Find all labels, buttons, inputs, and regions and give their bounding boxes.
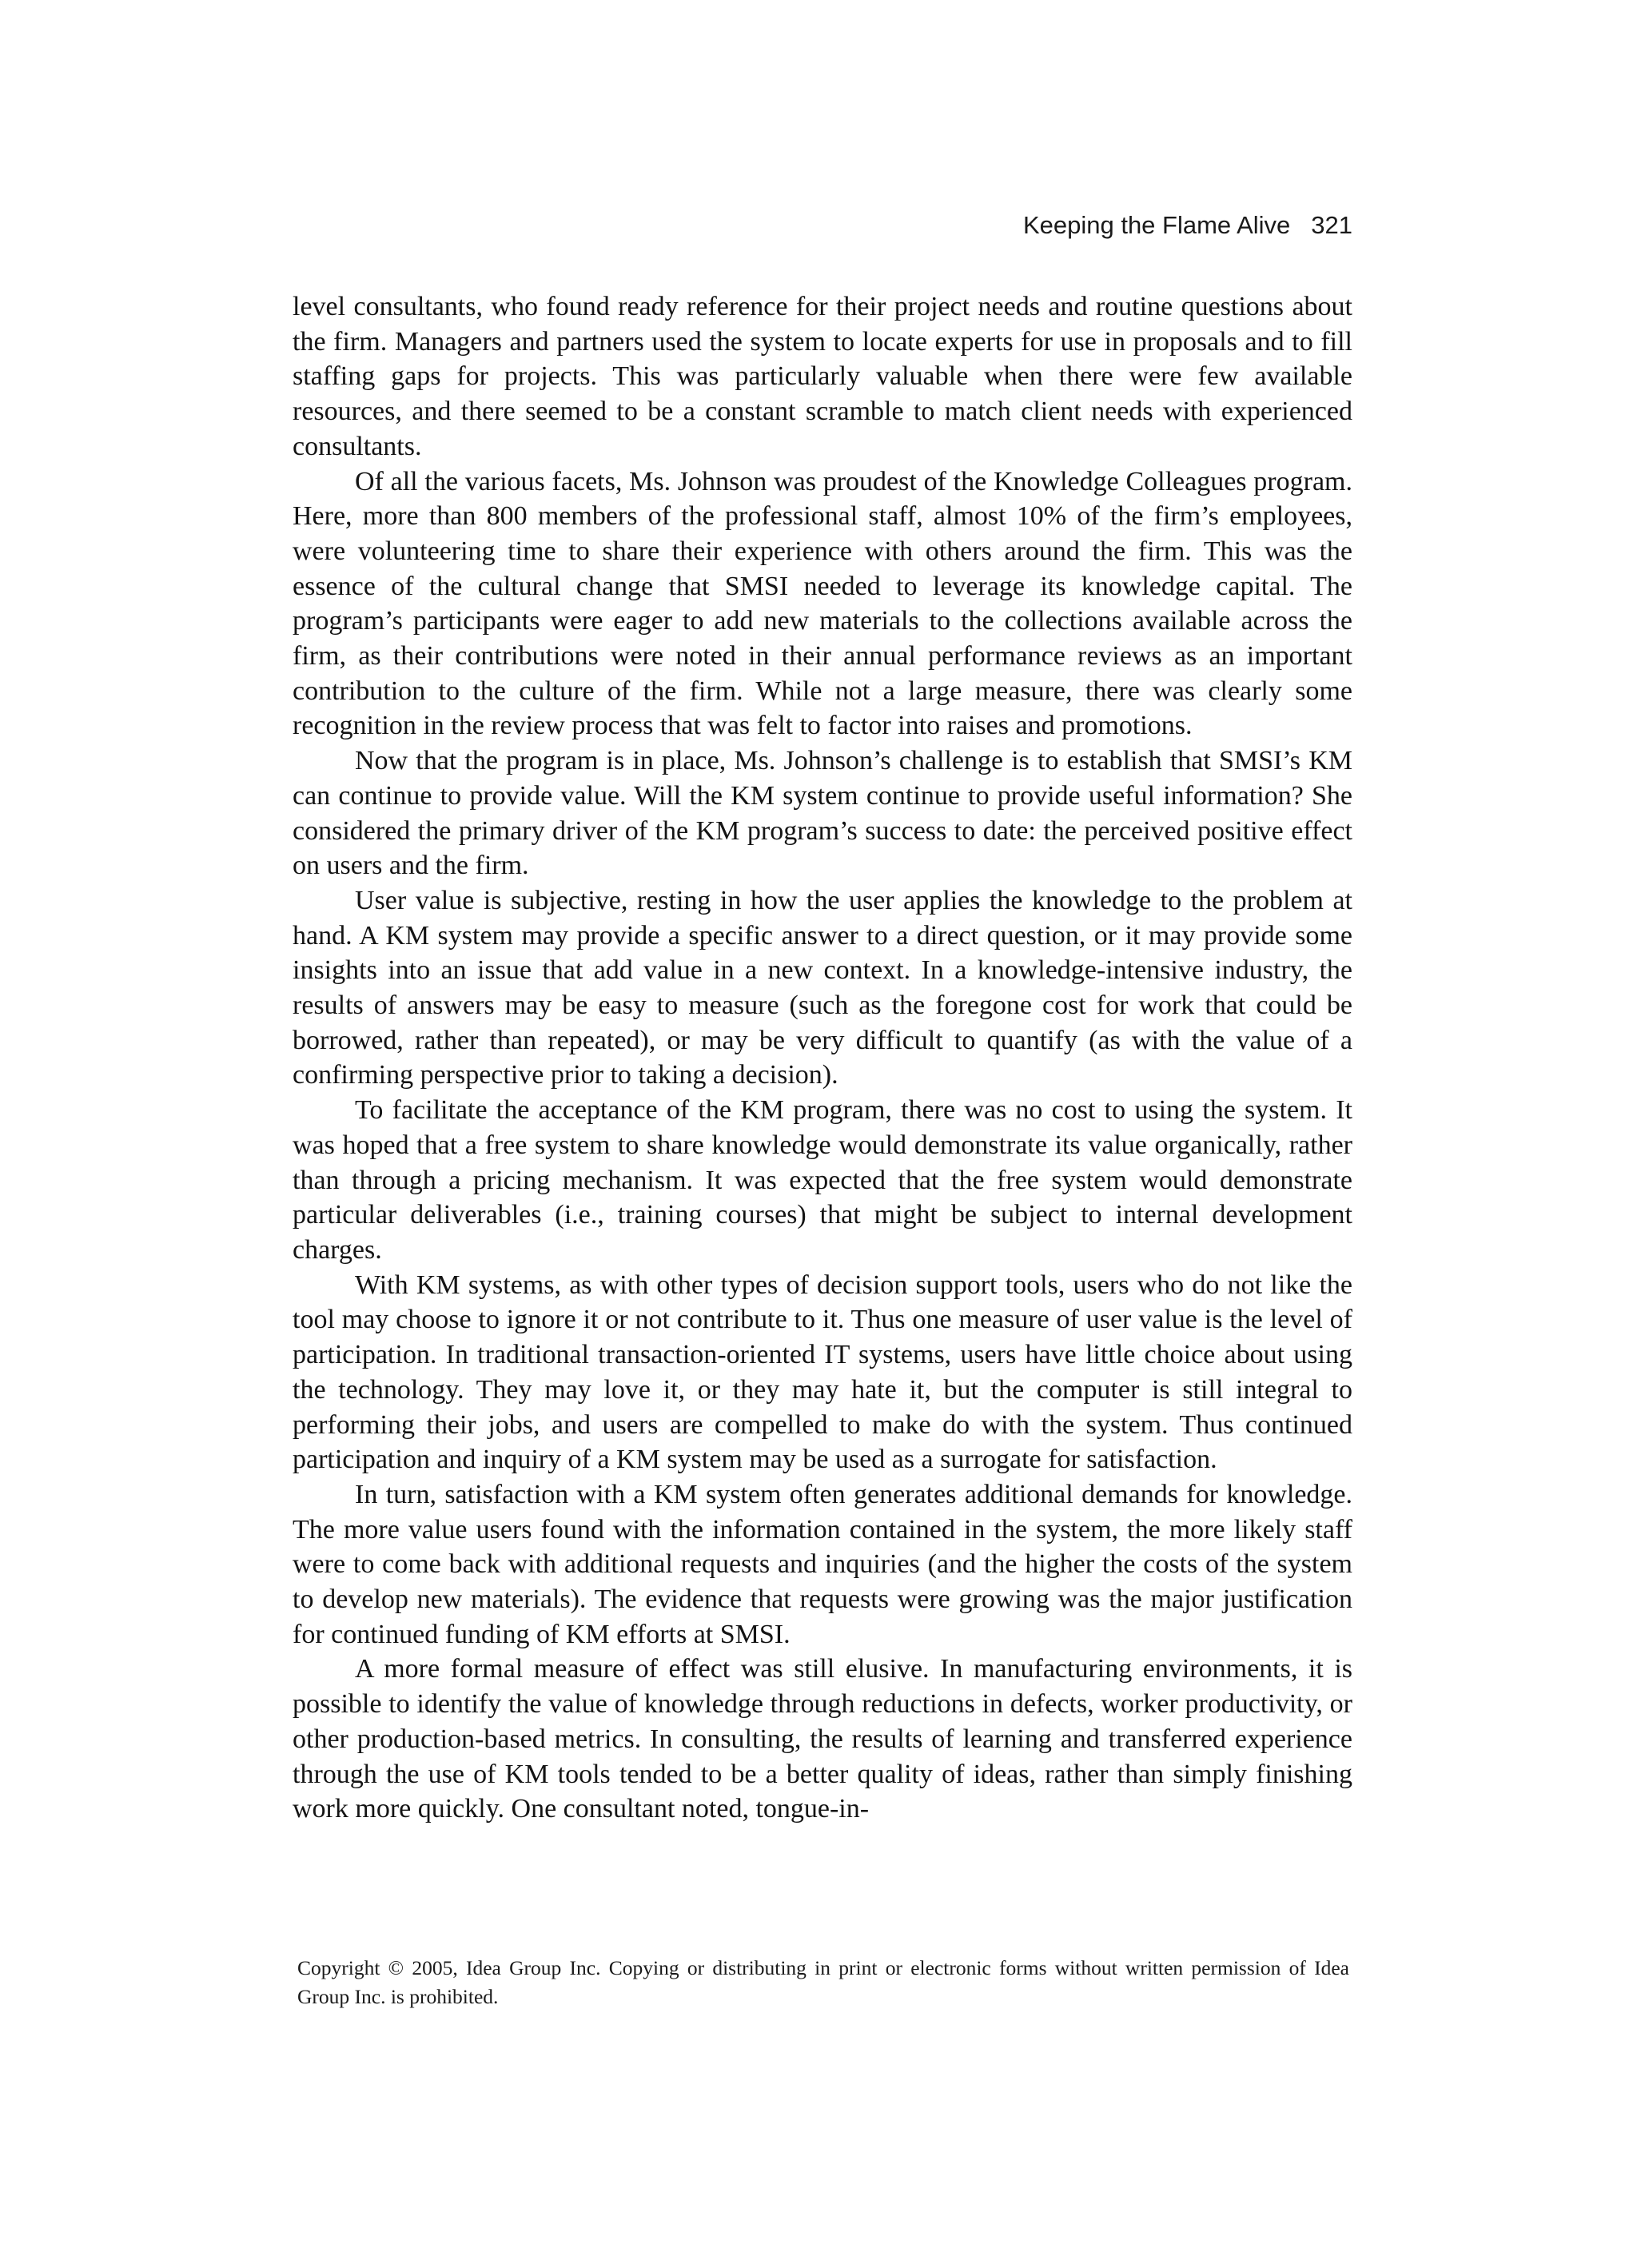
body-text bbox=[293, 289, 1352, 1827]
paragraph-continued: level consultants, who found ready reference for their project needs and routine questions about the firm. Managers and partners used the system to locate experts for use in proposals and to fill staffing gaps for projects. This was particularly valuable when there were few available resources, and there seemed to be a constant scramble to match client needs with experienced consultants. bbox=[293, 292, 1352, 461]
paragraph: Of all the various facets, Ms. Johnson was proudest of the Knowledge Colleagues program. Here, more than 800 members of the professional staff, almost 10% of the firm’s employees, were volunteering time to share their experience with others around the firm. This was the essence of the cultural change that SMSI needed to leverage its knowledge capital. The program’s participants were eager to add new materials to the collections available across the firm, as their contributions were noted in their annual performance reviews as an important contribution to the culture of the firm. While not a large measure, there was clearly some recognition in the review process that was felt to factor into raises and promotions. bbox=[293, 466, 1352, 741]
paragraph: A more formal measure of effect was still elusive. In manufacturing environments, it is possible to identify the value of knowledge through reductions in defects, worker productivity, or other production-based metrics. In consulting, the results of learning and transferred experience through the use of KM tools tended to be a better quality of ideas, rather than simply finishing work more quickly. One consultant noted, tongue-in- bbox=[293, 1654, 1352, 1824]
page-number: 321 bbox=[1311, 211, 1352, 239]
paragraph: In turn, satisfaction with a KM system often generates additional demands for knowledge. The more value users found with the information contained in the system, the more likely staff were to come back with additional requests and inquiries (and the higher the costs of the system to develop new materials). The evidence that requests were growing was the major justification for continued funding of KM efforts at SMSI. bbox=[293, 1479, 1352, 1649]
paragraph: User value is subjective, resting in how the user applies the knowledge to the problem at hand. A KM system may provide a specific answer to a direct question, or it may provide some insights into an issue that add value in a new context. In a knowledge-intensive industry, the results of answers may be easy to measure (such as the foregone cost for work that could be borrowed, rather than repeated), or may be very difficult to quantify (as with the value of a confirming perspective prior to taking a decision). bbox=[293, 885, 1352, 1090]
paragraph: To facilitate the acceptance of the KM program, there was no cost to using the system. It was hoped that a free system to share knowledge would demonstrate its value organically, rather than through a pricing mechanism. It was expected that the free system would demonstrate particular deliverables (i.e., training courses) that might be subject to internal development charges. bbox=[293, 1095, 1352, 1265]
paragraph: Now that the program is in place, Ms. Johnson’s challenge is to establish that SMSI’s KM can continue to provide value. Will the KM system continue to provide useful information? She considered the primary driver of the KM program’s success to date: the perceived positive effect on users and the firm. bbox=[293, 746, 1352, 881]
paragraph: With KM systems, as with other types of decision support tools, users who do not like the tool may choose to ignore it or not contribute to it. Thus one measure of user value is the level of participation. In traditional transaction-oriented IT systems, users have little choice about using the technology. They may love it, or they may hate it, but the computer is still integral to performing their jobs, and users are compelled to make do with the system. Thus continued participation and inquiry of a KM system may be used as a surrogate for satisfaction. bbox=[293, 1270, 1352, 1475]
running-header bbox=[293, 209, 1352, 241]
copyright-notice: Copyright © 2005, Idea Group Inc. Copying or distributing in print or electronic forms without written permission of Idea Group Inc. is prohibited. bbox=[297, 1956, 1349, 2008]
running-title: Keeping the Flame Alive bbox=[1022, 211, 1291, 239]
